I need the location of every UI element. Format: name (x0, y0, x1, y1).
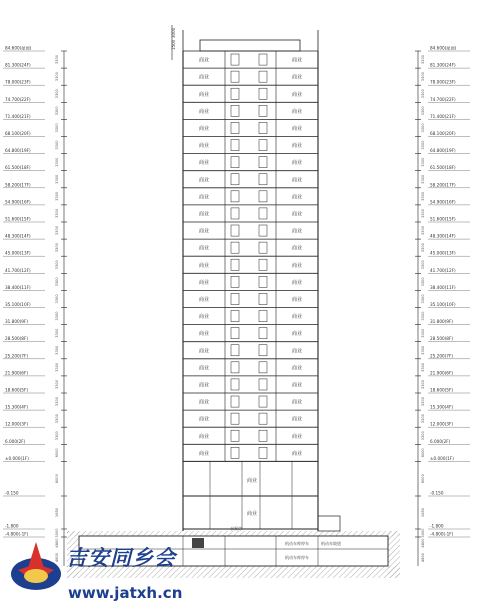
level-label: 84.600(屋面) (430, 45, 457, 51)
room-label-right: 商业 (291, 433, 303, 440)
story-height-label: 3300 (55, 72, 59, 82)
room-label-right: 商业 (291, 314, 303, 321)
room-label-left: 商业 (198, 143, 210, 150)
top-dim-text: 1500 (171, 39, 176, 50)
room-label-right: 商业 (291, 91, 303, 98)
core-door (259, 345, 267, 356)
room-label-right: 商业 (291, 331, 303, 338)
core-door (231, 54, 239, 65)
story-height-label: 3300 (55, 277, 59, 287)
level-label: 64.800(19F) (430, 148, 456, 154)
room-label-right: 商业 (291, 228, 303, 235)
core-door (231, 242, 239, 253)
core-door (259, 447, 267, 458)
story-height-label: 3300 (55, 414, 59, 424)
room-label-right: 商业 (291, 74, 303, 81)
story-height-label: 6000 (55, 448, 59, 458)
core-door (231, 430, 239, 441)
room-label-left: 商业 (198, 228, 210, 235)
garage-label-upper: 机动车库停车 (285, 541, 309, 546)
story-height-label: 3300 (421, 54, 425, 65)
core-door (231, 396, 239, 407)
level-label: -1.800 (5, 523, 19, 529)
room-label-left: 商业 (198, 245, 210, 252)
level-label: 21.900(6F) (5, 370, 28, 376)
story-height-label: 4800 (55, 552, 59, 563)
watermark-logo (8, 538, 208, 604)
story-height-label: 3300 (421, 106, 425, 116)
level-label: 41.700(12F) (430, 267, 456, 273)
small-room-label: 水泵房 (230, 526, 242, 531)
level-label: 74.700(22F) (430, 96, 456, 102)
level-label: 48.300(14F) (430, 233, 456, 239)
core-door (231, 174, 239, 185)
room-label-right: 商业 (291, 382, 303, 389)
watermark-name: 吉安同乡会 (66, 545, 176, 570)
level-label: 54.900(16F) (430, 199, 456, 205)
room-label-right: 商业 (291, 416, 303, 423)
roof-parapet (200, 40, 300, 51)
room-label-right: 商业 (291, 262, 303, 269)
level-label: 15.300(4F) (5, 404, 28, 410)
core-door (259, 208, 267, 219)
ramp-label: 机动车坡道 (321, 541, 341, 546)
room-label-left: 商业 (198, 125, 210, 132)
story-height-label: 3300 (421, 260, 425, 270)
room-label-left: 商业 (198, 74, 210, 81)
level-label: 35.100(10F) (5, 302, 31, 307)
level-label: 81.300(24F) (430, 62, 456, 68)
level-label: 38.400(11F) (430, 284, 456, 290)
level-label: 18.600(5F) (5, 387, 28, 393)
level-label: 21.900(6F) (430, 370, 453, 376)
level-label: 45.000(13F) (5, 250, 31, 256)
story-height-label: 3300 (55, 379, 59, 390)
right-elevation-dimensions (415, 45, 470, 567)
story-height-label: 6000 (421, 474, 425, 484)
level-label: 15.300(4F) (430, 404, 453, 410)
core-door (231, 293, 239, 304)
story-height-label: 3300 (421, 362, 425, 372)
level-label: 28.500(8F) (5, 336, 28, 342)
room-label-left: 商业 (198, 399, 210, 406)
level-label: 74.700(22F) (5, 96, 31, 102)
core-door (231, 413, 239, 424)
room-label-right: 商业 (291, 108, 303, 115)
level-label: 45.000(13F) (430, 250, 456, 256)
core-door (259, 396, 267, 407)
level-label: 84.600(屋面) (5, 45, 32, 51)
story-height-label: 6000 (55, 474, 59, 484)
core-door (259, 242, 267, 253)
room-label-left: 商业 (198, 416, 210, 423)
core-door (231, 362, 239, 373)
core-door (231, 259, 239, 270)
room-label-left: 商业 (198, 314, 210, 321)
level-label: 31.800(9F) (5, 319, 28, 325)
room-label-left: 商业 (198, 177, 210, 184)
story-height-label: 3300 (421, 379, 425, 390)
left-elevation-dimensions (3, 45, 67, 567)
story-height-label: 3300 (421, 414, 425, 424)
ground-hatch-top (67, 531, 400, 536)
story-height-label: 3300 (421, 208, 425, 219)
level-label: 28.500(8F) (430, 336, 453, 342)
story-height-label: 1650 (55, 507, 59, 518)
story-height-label: 3300 (55, 294, 59, 304)
room-label-left: 商业 (198, 296, 210, 303)
story-height-label: 3300 (421, 140, 425, 150)
annex-block (318, 516, 340, 531)
level-label: 51.600(15F) (430, 216, 456, 222)
story-height-label: 3300 (55, 243, 59, 253)
story-height-label: 3300 (55, 328, 59, 338)
story-height-label: 3300 (421, 225, 425, 236)
level-label: 25.200(7F) (430, 353, 453, 359)
core-door (259, 259, 267, 270)
core-door (259, 362, 267, 373)
level-label: 61.500(18F) (5, 165, 31, 171)
story-height-label: 3300 (421, 191, 425, 201)
core-door (231, 379, 239, 390)
level-label: -1.800 (430, 523, 444, 529)
story-height-label: 4800 (55, 538, 59, 548)
core-door (259, 413, 267, 424)
core-door (231, 208, 239, 219)
level-label: 68.100(20F) (430, 131, 456, 136)
story-height-label: 3300 (421, 123, 425, 133)
section-labels (171, 27, 341, 560)
story-height-label: 3300 (421, 157, 425, 167)
story-height-label: 1650 (421, 507, 425, 518)
room-label-right: 商业 (291, 211, 303, 218)
level-label: 12.000(3F) (5, 421, 28, 427)
room-label-left: 商业 (198, 262, 210, 269)
level-label: -4.800(-1F) (5, 531, 29, 537)
level-label: 48.300(14F) (5, 233, 31, 239)
level-label: 35.100(10F) (430, 302, 456, 307)
level-label: ±0.000(1F) (5, 455, 29, 461)
core-door (259, 328, 267, 339)
watermark-emblem-icon (8, 538, 68, 600)
core-door (259, 105, 267, 116)
podium-label-1f: 商业 (246, 511, 258, 517)
story-height-label: 3300 (55, 362, 59, 372)
level-label: 64.800(19F) (5, 148, 31, 154)
story-height-label: 3300 (421, 311, 425, 321)
story-height-label: 3000 (55, 528, 59, 538)
room-label-right: 商业 (291, 365, 303, 372)
core-door (259, 88, 267, 99)
level-label: 31.800(9F) (430, 319, 453, 325)
core-door (259, 293, 267, 304)
level-label: 78.000(23F) (5, 79, 31, 85)
story-height-label: 3300 (55, 396, 59, 407)
room-label-right: 商业 (291, 160, 303, 167)
core-door (231, 140, 239, 151)
level-label: 54.900(16F) (5, 199, 31, 205)
level-label: 25.200(7F) (5, 353, 28, 359)
story-height-label: 3300 (421, 243, 425, 253)
core-door (231, 328, 239, 339)
level-label: -0.150 (5, 490, 19, 496)
level-label: 6.000(2F) (5, 438, 26, 444)
story-height-label: 3000 (421, 528, 425, 538)
story-height-label: 3300 (55, 54, 59, 65)
level-label: -4.800(-1F) (430, 531, 454, 537)
story-height-label: 3300 (55, 140, 59, 150)
level-label: -0.150 (430, 490, 444, 496)
story-height-label: 4800 (421, 538, 425, 548)
story-height-label: 3300 (55, 106, 59, 116)
room-label-left: 商业 (198, 57, 210, 64)
core-door (259, 225, 267, 236)
level-label: 71.400(21F) (430, 113, 456, 119)
core-door (259, 157, 267, 168)
room-label-right: 商业 (291, 177, 303, 184)
story-height-label: 3300 (55, 225, 59, 236)
room-label-right: 商业 (291, 450, 303, 457)
story-height-label: 3300 (55, 311, 59, 321)
core-door (231, 105, 239, 116)
core-door (259, 311, 267, 322)
core-door (259, 430, 267, 441)
core-door (231, 122, 239, 133)
story-height-label: 3300 (55, 89, 59, 99)
room-label-right: 商业 (291, 296, 303, 303)
core-door (259, 191, 267, 202)
room-label-left: 商业 (198, 279, 210, 286)
level-label: 6.000(2F) (430, 438, 451, 444)
core-door (231, 71, 239, 82)
level-label: 51.600(15F) (5, 216, 31, 222)
core-door (231, 345, 239, 356)
room-label-left: 商业 (198, 91, 210, 98)
story-height-label: 3300 (55, 208, 59, 219)
core-door (231, 311, 239, 322)
room-label-right: 商业 (291, 143, 303, 150)
level-label: 12.000(3F) (430, 421, 453, 427)
room-label-left: 商业 (198, 365, 210, 372)
story-height-label: 3300 (55, 345, 59, 355)
room-label-left: 商业 (198, 160, 210, 167)
core-door (259, 276, 267, 287)
level-label: 61.500(18F) (430, 165, 456, 171)
tower-section (172, 25, 340, 531)
core-door (259, 71, 267, 82)
level-label: 18.600(5F) (430, 387, 453, 393)
podium-label-2f: 商业 (246, 478, 258, 484)
story-height-label: 3300 (55, 174, 59, 184)
core-door (231, 88, 239, 99)
room-label-left: 商业 (198, 331, 210, 338)
room-label-right: 商业 (291, 245, 303, 252)
story-height-label: 3300 (421, 328, 425, 338)
watermark-url: www.jatxh.cn (68, 584, 183, 602)
core-door (259, 174, 267, 185)
story-height-label: 3300 (421, 345, 425, 355)
core-door (231, 191, 239, 202)
story-height-label: 3300 (421, 89, 425, 99)
core-door (259, 140, 267, 151)
core-door (231, 276, 239, 287)
core-door (259, 54, 267, 65)
room-label-right: 商业 (291, 348, 303, 355)
level-label: 81.300(24F) (5, 62, 31, 68)
level-label: 38.400(11F) (5, 284, 31, 290)
story-height-label: 3300 (421, 174, 425, 184)
room-label-left: 商业 (198, 211, 210, 218)
level-label: 78.000(23F) (430, 79, 456, 85)
level-label: 58.200(17F) (430, 182, 456, 188)
core-door (259, 379, 267, 390)
story-height-label: 3300 (55, 157, 59, 167)
level-label: 68.100(20F) (5, 131, 31, 136)
core-door (259, 122, 267, 133)
room-label-right: 商业 (291, 399, 303, 406)
story-height-label: 6000 (421, 448, 425, 458)
room-label-right: 商业 (291, 194, 303, 201)
garage-label-lower: 机动车库停车 (285, 555, 309, 560)
room-label-left: 商业 (198, 108, 210, 115)
core-door (231, 447, 239, 458)
room-label-right: 商业 (291, 57, 303, 64)
story-height-label: 3300 (55, 191, 59, 201)
room-label-left: 商业 (198, 348, 210, 355)
story-height-label: 4800 (421, 552, 425, 563)
story-height-label: 3300 (421, 431, 425, 441)
story-height-label: 3300 (55, 431, 59, 441)
level-label: 71.400(21F) (5, 113, 31, 119)
story-height-label: 3300 (421, 396, 425, 407)
story-height-label: 3300 (421, 294, 425, 304)
story-height-label: 3300 (55, 260, 59, 270)
room-label-right: 商业 (291, 279, 303, 286)
level-label: ±0.000(1F) (430, 455, 454, 461)
room-label-left: 商业 (198, 450, 210, 457)
room-label-left: 商业 (198, 382, 210, 389)
story-height-label: 3300 (55, 123, 59, 133)
level-label: 41.700(12F) (5, 267, 31, 273)
story-height-label: 3300 (421, 277, 425, 287)
room-label-left: 商业 (198, 433, 210, 440)
core-door (231, 225, 239, 236)
top-dim-text: 3000 (171, 27, 176, 38)
room-label-right: 商业 (291, 125, 303, 132)
room-label-left: 商业 (198, 194, 210, 201)
story-height-label: 3300 (421, 72, 425, 82)
core-door (231, 157, 239, 168)
level-label: 58.200(17F) (5, 182, 31, 188)
